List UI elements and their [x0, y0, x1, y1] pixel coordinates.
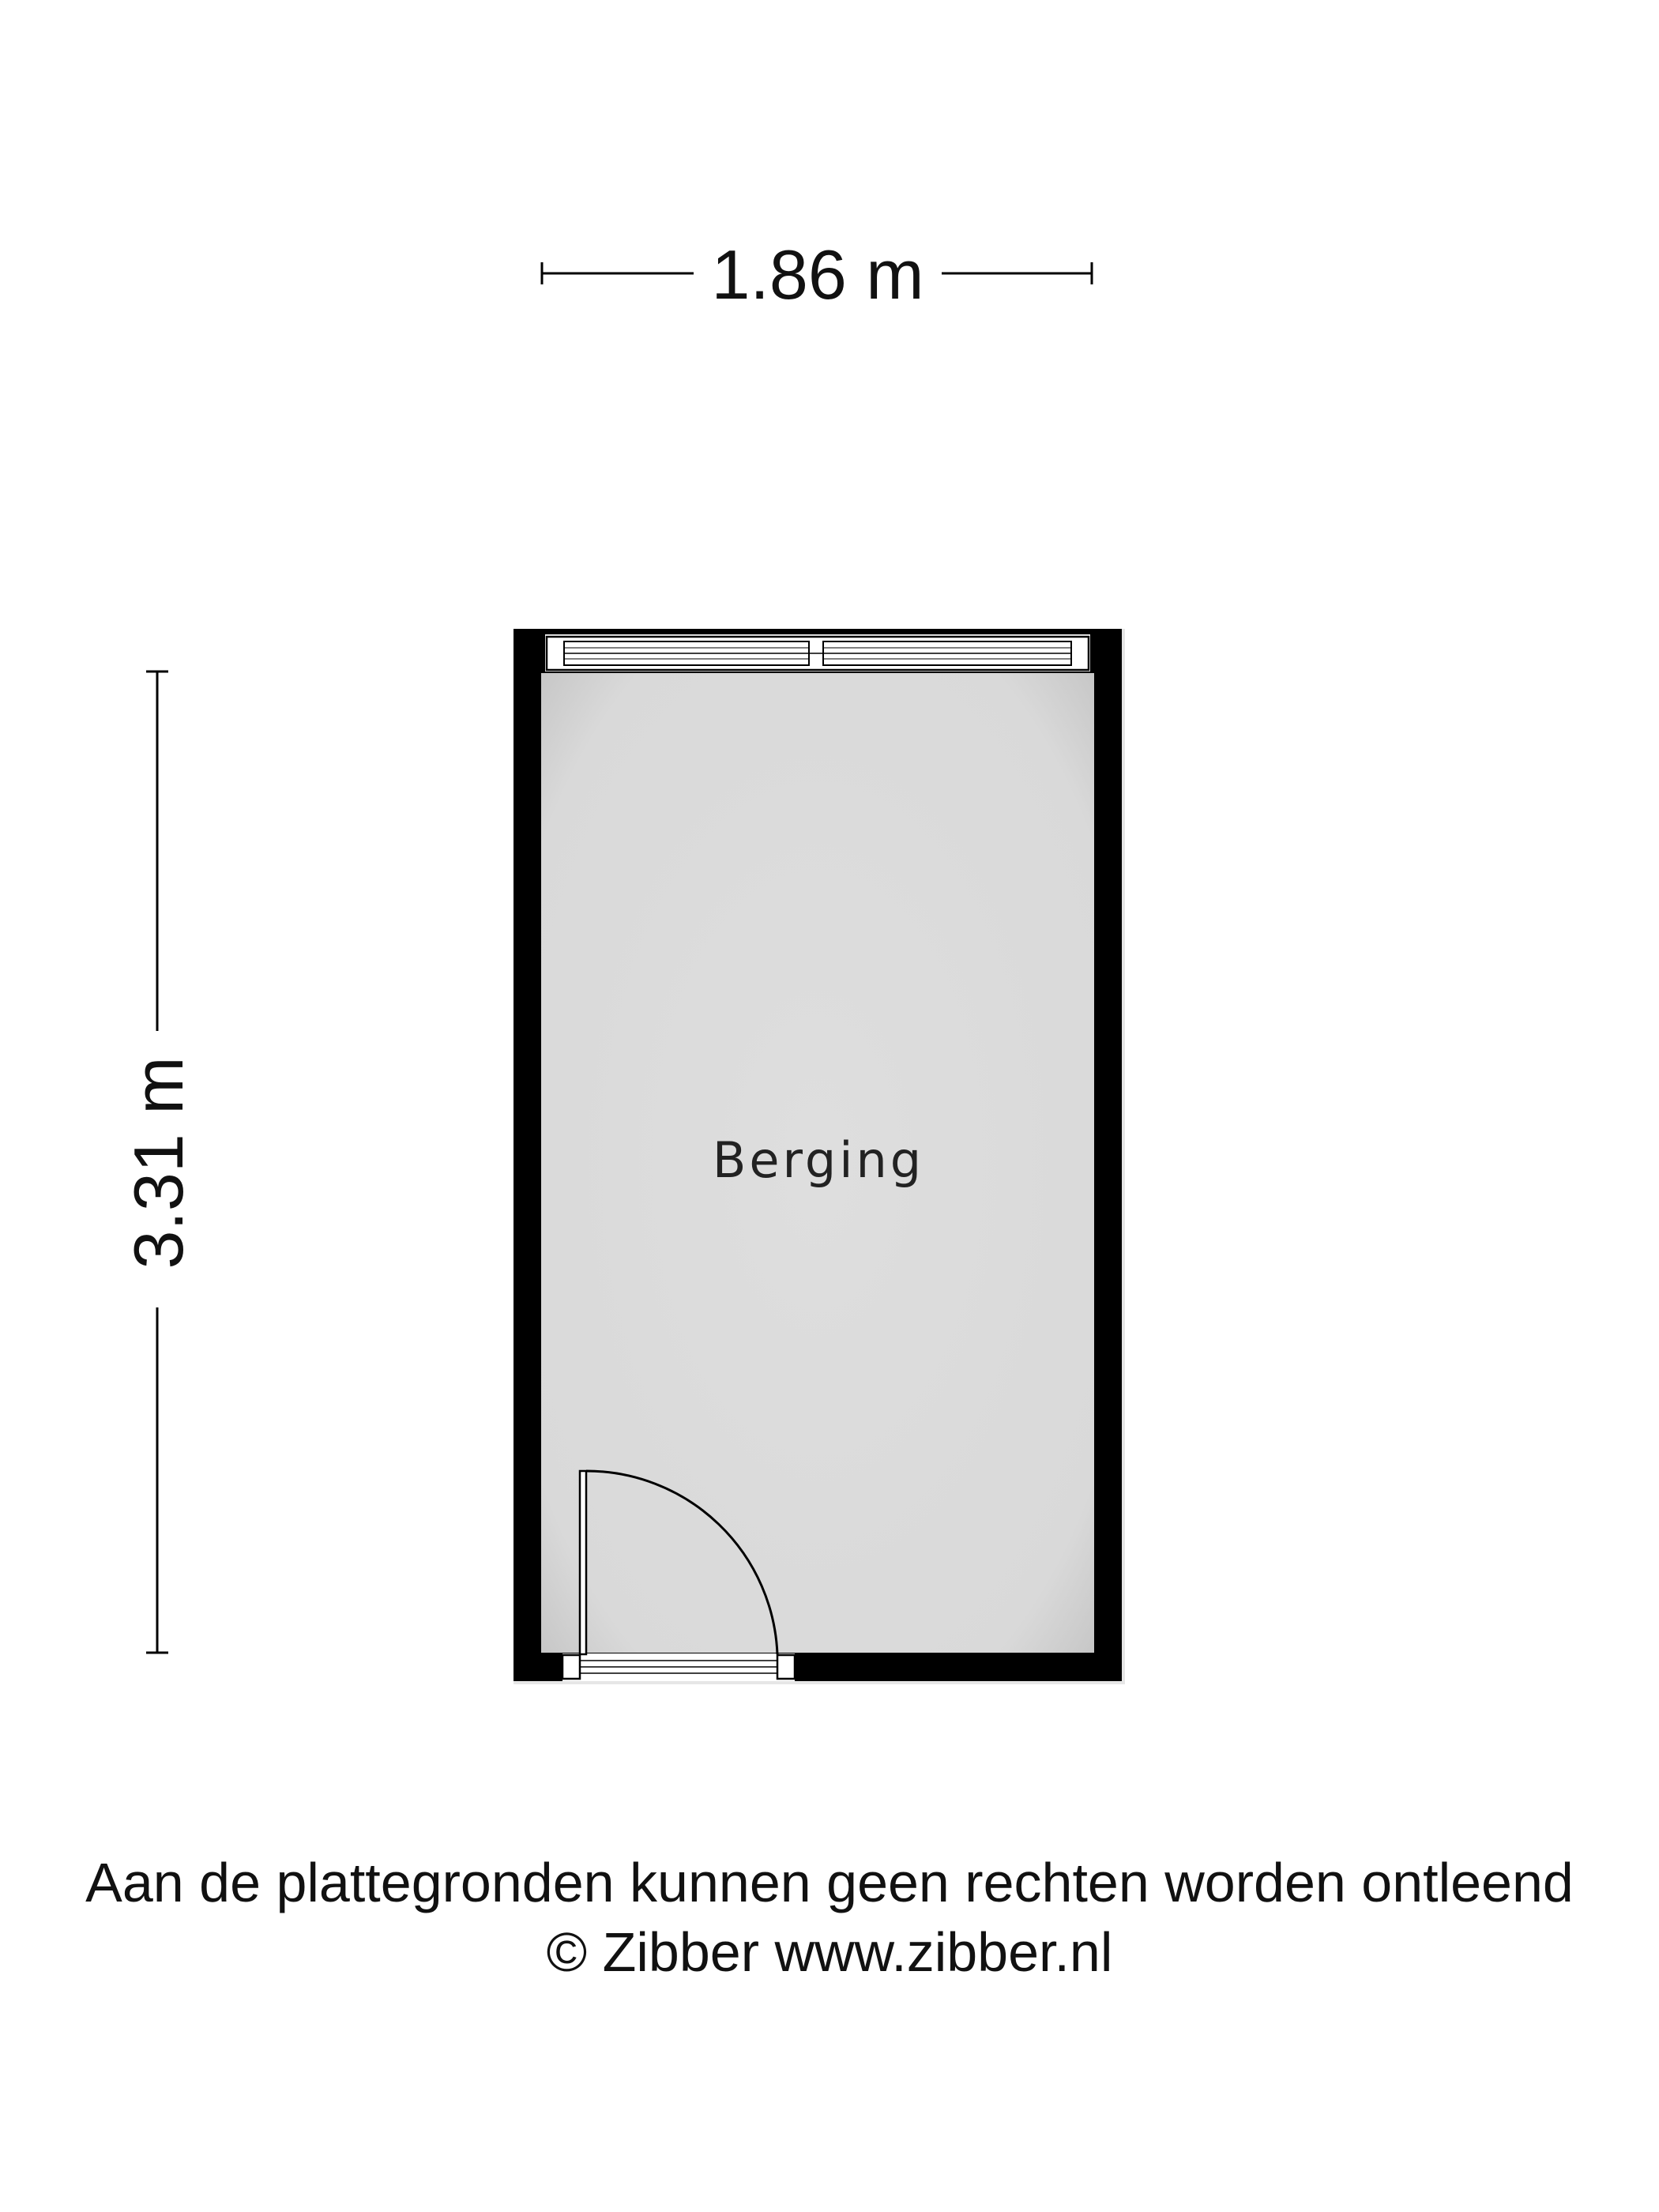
door-jamb-right — [777, 1655, 795, 1679]
height-dimension — [119, 672, 198, 1653]
width-dimension-label: 1.86 m — [711, 235, 924, 314]
room-berging — [514, 629, 1125, 1684]
copyright-text: © Zibber www.zibber.nl — [546, 1921, 1113, 1983]
window-top — [545, 634, 1090, 672]
width-dimension — [542, 235, 1092, 314]
door-jamb-left — [562, 1655, 580, 1679]
room-label: Berging — [712, 1131, 925, 1189]
disclaimer-text: Aan de plattegronden kunnen geen rechten worden ontleend — [85, 1852, 1574, 1913]
door-leaf — [580, 1471, 586, 1654]
height-dimension-label: 3.31 m — [119, 1056, 198, 1270]
